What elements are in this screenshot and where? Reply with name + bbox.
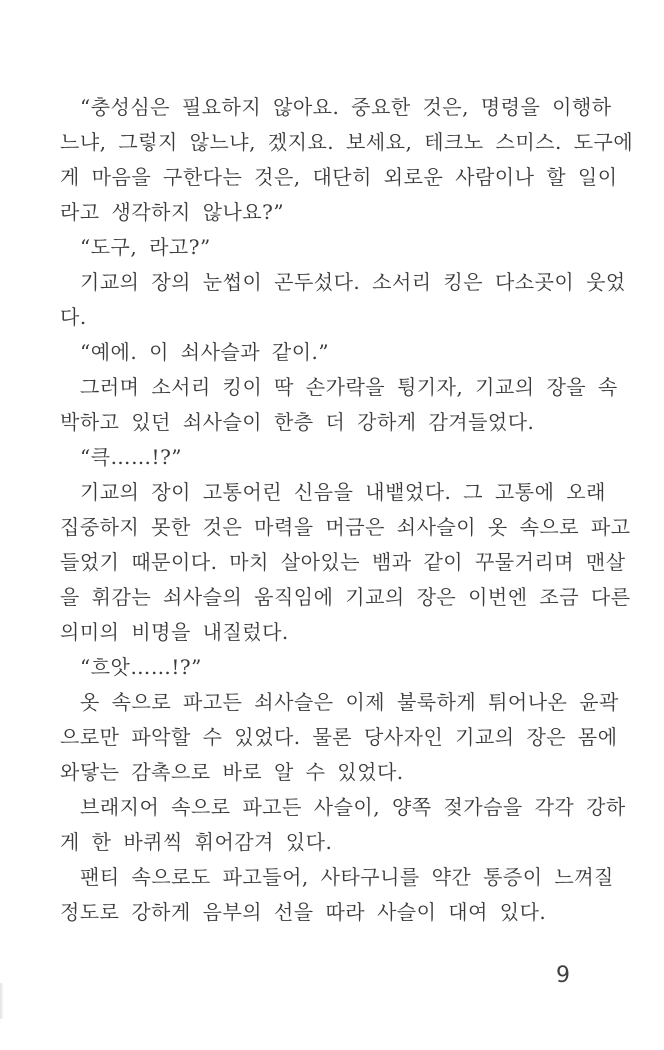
text-line: “흐앗……!?” [80, 655, 202, 679]
text-line: 브래지어 속으로 파고든 사슬이, 양쪽 젖가슴을 각각 강하 [80, 795, 626, 819]
text-line: “도구, 라고?” [80, 235, 211, 259]
text-line: “큭……!?” [80, 445, 183, 469]
text-line: 느냐, 그렇지 않느냐, 겠지요. 보세요, 테크노 스미스. 도구에 [60, 130, 634, 154]
text-line: 정도로 강하게 음부의 선을 따라 사슬이 대여 있다. [60, 900, 547, 924]
text-line: 집중하지 못한 것은 마력을 머금은 쇠사슬이 옷 속으로 파고 [60, 515, 631, 539]
text-line: “예에. 이 쇠사슬과 같이.” [80, 340, 330, 364]
text-line: 들었기 때문이다. 마치 살아있는 뱀과 같이 꾸물거리며 맨살 [60, 550, 626, 574]
text-line: 게 마음을 구한다는 것은, 대단히 외로운 사람이나 할 일이 [60, 165, 618, 189]
text-line: 팬티 속으로도 파고들어, 사타구니를 약간 통증이 느껴질 [80, 865, 614, 889]
page-text [60, 90, 634, 930]
page-number: 9 [556, 963, 570, 988]
text-line: 기교의 장이 고통어린 신음을 내뱉었다. 그 고통에 오래 [80, 480, 606, 504]
text-line: 기교의 장의 눈썹이 곤두섰다. 소서리 킹은 다소곳이 웃었 [80, 270, 626, 294]
scan-artifact [0, 983, 4, 1019]
text-line: 라고 생각하지 않나요?” [60, 200, 285, 224]
text-line: 을 휘감는 쇠사슬의 움직임에 기교의 장은 이번엔 조금 다른 [60, 585, 631, 609]
text-line: 다. [60, 305, 87, 329]
text-line: 으로만 파악할 수 있었다. 물론 당사자인 기교의 장은 몸에 [60, 725, 618, 749]
text-line: 그러며 소서리 킹이 딱 손가락을 튕기자, 기교의 장을 속 [80, 375, 618, 399]
text-line: 의미의 비명을 내질렀다. [60, 620, 289, 644]
text-line: “충성심은 필요하지 않아요. 중요한 것은, 명령을 이행하 [80, 95, 612, 119]
text-line: 박하고 있던 쇠사슬이 한층 더 강하게 감겨들었다. [60, 410, 535, 434]
text-line: 게 한 바퀴씩 휘어감겨 있다. [60, 830, 333, 854]
text-line: 옷 속으로 파고든 쇠사슬은 이제 불룩하게 튀어나온 윤곽 [80, 690, 619, 714]
text-line: 와닿는 감촉으로 바로 알 수 있었다. [60, 760, 404, 784]
